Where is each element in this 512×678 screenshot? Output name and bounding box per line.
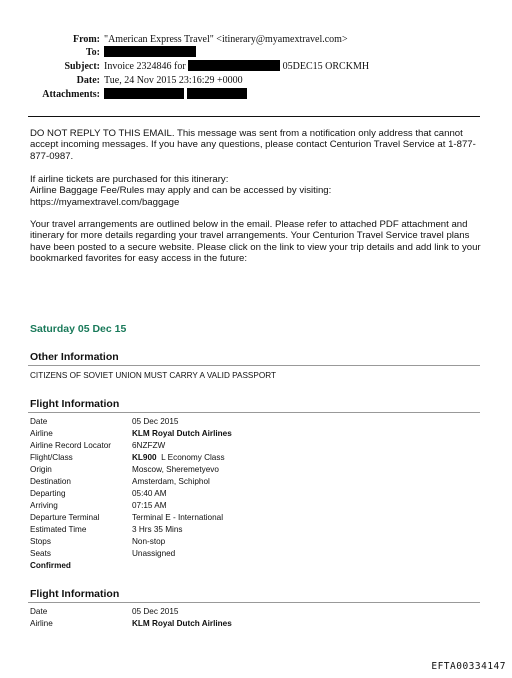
row-label: Estimated Time [30,525,87,534]
flight-info-title: Flight Information [30,398,120,410]
attachments-label: Attachments: [42,89,100,100]
itinerary-date-heading: Saturday 05 Dec 15 [30,323,127,335]
table-row [30,536,480,548]
table-row [30,512,480,524]
section-divider [28,365,480,366]
row-value: 07:15 AM [132,501,167,510]
notice-paragraph [30,128,490,162]
row-label: Airline [30,429,53,438]
row-value: 6NZFZW [132,441,166,450]
row-value: KLM Royal Dutch Airlines [132,429,232,438]
table-row [30,548,480,560]
row-label: Seats [30,549,51,558]
row-value: 05:40 AM [132,489,167,498]
email-header [0,33,512,105]
subject-suffix: 05DEC15 ORCKMH [282,61,370,72]
row-value: Terminal E - International [132,513,224,522]
row-label: Departure Terminal [30,513,100,522]
table-row [30,452,480,464]
table-row [30,618,480,630]
baggage-line-1: If airline tickets are purchased for this itinerary: [30,174,229,185]
arrangements-text: Your travel arrangements are outlined below in the email. Please refer to attached PDF attachment and itinerary for more details regarding your travel arrangements. Your Centurion Travel Service travel plans have been posted to a secure website. Please click on the link to view your trip details and add link to your bookmarked favorites for easy access in the future: [30,219,481,265]
table-row [30,476,480,488]
row-label: Destination [30,477,71,486]
flight-details-table [30,606,480,630]
row-label: Airline [30,619,53,628]
table-row [30,500,480,512]
to-label: To: [85,47,100,58]
header-divider [28,116,480,117]
row-value: KLM Royal Dutch Airlines [132,619,232,628]
redaction-bar [187,88,247,99]
subject-row [0,60,512,74]
table-row [30,428,480,440]
row-label: Origin [30,465,52,474]
row-value: 05 Dec 2015 [132,417,179,426]
flight-info-title: Flight Information [30,588,120,600]
baggage-link[interactable]: https://myamextravel.com/baggage [30,196,180,208]
flight-number: KL900 [132,453,157,462]
table-row [30,416,480,428]
flight-class: L Economy Class [161,453,225,462]
subject-value [104,60,369,74]
row-value: 3 Hrs 35 Mins [132,525,183,534]
from-label: From: [72,34,100,45]
table-row [30,440,480,452]
other-info-text: CITIZENS OF SOVIET UNION MUST CARRY A VALID PASSPORT [30,371,276,380]
to-row [0,46,512,60]
from-value: "American Express Travel" <itinerary@myamextravel.com> [104,34,348,45]
subject-prefix: Invoice 2324846 for [104,61,186,72]
table-row [30,464,480,476]
baggage-paragraph [30,174,490,208]
row-value: 05 Dec 2015 [132,607,179,616]
row-label: Arriving [30,501,58,510]
redaction-bar [104,46,196,57]
section-divider [28,602,480,603]
table-row [30,488,480,500]
row-value: Moscow, Sheremetyevo [132,465,219,474]
section-divider [28,412,480,413]
baggage-line-2: Airline Baggage Fee/Rules may apply and can be accessed by visiting: [30,185,332,197]
row-label: Stops [30,537,51,546]
row-label: Date [30,607,48,616]
other-info-title: Other Information [30,351,119,363]
attachments-row [0,88,512,102]
row-label: Departing [30,489,66,498]
table-row [30,560,480,572]
table-row [30,524,480,536]
date-label: Date: [76,75,100,86]
to-value [104,46,196,60]
from-row [0,33,512,47]
row-value [132,452,225,464]
row-label: Date [30,417,48,426]
row-value: Non-stop [132,537,166,546]
document-id: EFTA00334147 [431,661,506,672]
date-value: Tue, 24 Nov 2015 23:16:29 +0000 [104,75,243,86]
row-label: Airline Record Locator [30,441,112,450]
flight-details-table [30,416,480,572]
redaction-bar [188,60,280,71]
booking-status: Confirmed [30,561,71,570]
row-value: Amsterdam, Schiphol [132,477,210,486]
arrangements-paragraph [30,219,490,265]
subject-label: Subject: [64,61,100,72]
row-value: Unassigned [132,549,176,558]
attachments-value [104,88,247,102]
no-reply-text: DO NOT REPLY TO THIS EMAIL. This message was sent from a notification only address that cannot accept incoming messages. If you have any questions, please contact Centurion Travel Service at 1-877-877-0987. [30,128,476,162]
date-row [0,74,512,88]
redaction-bar [104,88,184,99]
table-row [30,606,480,618]
row-label: Flight/Class [30,453,73,462]
